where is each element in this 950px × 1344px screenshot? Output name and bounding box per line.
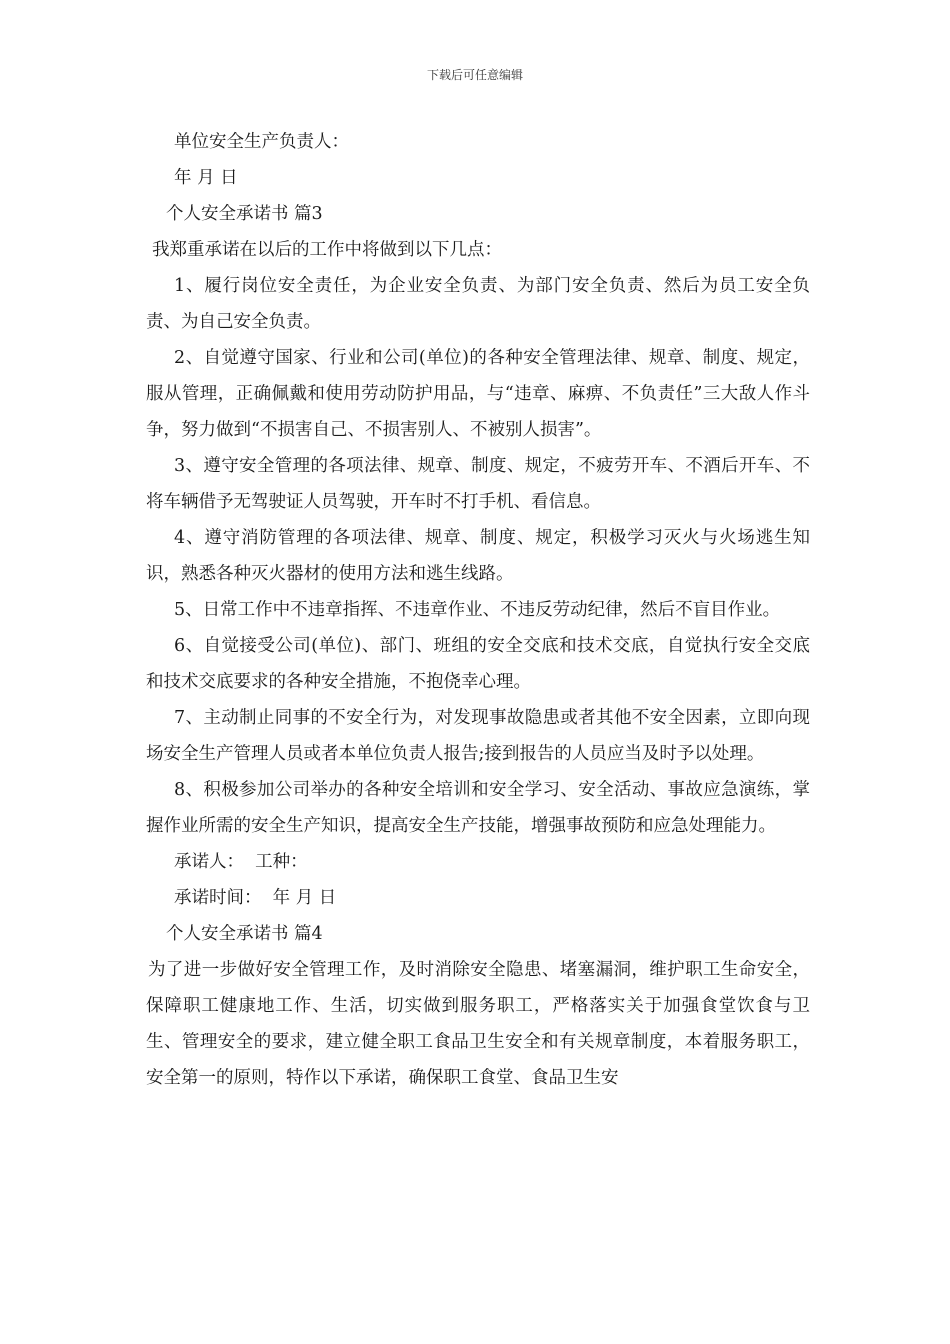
- page-header: 下载后可任意编辑: [426, 68, 523, 82]
- list-item: 1、履行岗位安全责任，为企业安全负责、为部门安全负责、然后为员工安全负责、为自己安全负责。: [146, 276, 810, 332]
- list-item: 4、遵守消防管理的各项法律、规章、制度、规定，积极学习灭火与火场逃生知识，熟悉各种灭火器材的使用方法和逃生线路。: [146, 528, 810, 584]
- list-item: 3、遵守安全管理的各项法律、规章、制度、规定，不疲劳开车、不酒后开车、不将车辆借予无驾驶证人员驾驶，开车时不打手机、看信息。: [146, 456, 810, 512]
- section4-intro: 为了进一步做好安全管理工作，及时消除安全隐患、堵塞漏洞，维护职工生命安全，保障职工健康地工作、生活，切实做到服务职工，严格落实关于加强食堂饮食与卫生、管理安全的要求，建立健全职工食品卫生安全和有关规章制度，本着服务职工，安全第一的原则，特作以下承诺，确保职工食堂、食品卫生安: [146, 960, 810, 1088]
- list-item: 5、日常工作中不违章指挥、不违章作业、不违反劳动纪律，然后不盲目作业。: [174, 600, 781, 620]
- section3-title: 个人安全承诺书 篇3: [166, 204, 323, 224]
- list-item: 7、主动制止同事的不安全行为，对发现事故隐患或者其他不安全因素，立即向现场安全生产管理人员或者本单位负责人报告;接到报告的人员应当及时予以处理。: [146, 708, 810, 764]
- list-item: 8、积极参加公司举办的各种安全培训和安全学习、安全活动、事故应急演练，掌握作业所需的安全生产知识，提高安全生产技能，增强事故预防和应急处理能力。: [146, 780, 810, 836]
- promise-time-line: 承诺时间： 年 月 日: [174, 888, 337, 908]
- list-item: 2、自觉遵守国家、行业和公司(单位)的各种安全管理法律、规章、制度、规定，服从管理，正确佩戴和使用劳动防护用品，与“违章、麻痹、不负责任”三大敌人作斗争，努力做到“不损害自己、不损害别人、不被别人损害”。: [146, 348, 810, 440]
- promisor-line: 承诺人： 工种：: [174, 852, 308, 872]
- section3-intro: 我郑重承诺在以后的工作中将做到以下几点：: [152, 240, 502, 260]
- date-top-line: 年 月 日: [174, 168, 238, 188]
- signature-top-line: 单位安全生产负责人：: [174, 132, 349, 152]
- section4-title: 个人安全承诺书 篇4: [166, 924, 323, 944]
- document-body: [146, 124, 810, 1096]
- list-item: 6、自觉接受公司(单位)、部门、班组的安全交底和技术交底，自觉执行安全交底和技术交底要求的各种安全措施，不抱侥幸心理。: [146, 636, 810, 692]
